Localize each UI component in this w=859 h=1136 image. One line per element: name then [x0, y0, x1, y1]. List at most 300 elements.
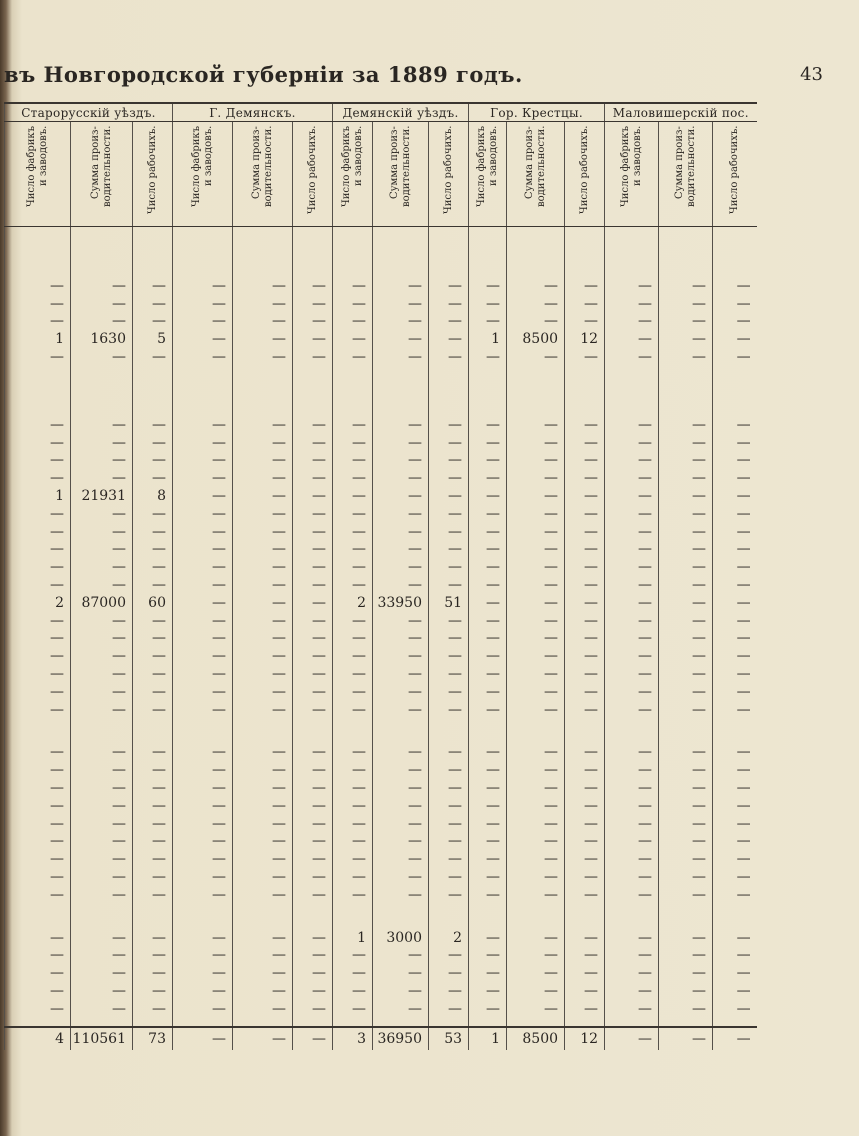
table-cell: —	[133, 452, 173, 470]
table-cell: —	[333, 505, 373, 523]
total-cell: 12	[565, 1027, 605, 1050]
table-cell: —	[373, 797, 429, 815]
table-cell: —	[659, 348, 713, 366]
table-cell: —	[565, 947, 605, 965]
table-cell: —	[5, 277, 71, 295]
workers-count-header	[293, 122, 333, 227]
table-cell: —	[469, 348, 507, 366]
empty-cell	[5, 227, 71, 253]
table-cell: —	[429, 761, 469, 779]
table-cell: —	[429, 541, 469, 559]
table-cell: —	[333, 744, 373, 762]
table-cell: —	[605, 348, 659, 366]
empty-cell	[373, 252, 429, 277]
empty-cell	[429, 904, 469, 929]
table-cell: —	[133, 647, 173, 665]
table-cell: —	[333, 1000, 373, 1018]
table-cell: —	[713, 434, 757, 452]
table-cell: —	[373, 815, 429, 833]
table-cell: —	[233, 576, 293, 594]
table-cell: —	[565, 313, 605, 331]
table-cell: 12	[565, 330, 605, 348]
table-cell: —	[173, 779, 233, 797]
table-cell: —	[565, 348, 605, 366]
column-label: Число рабочихъ.	[578, 126, 590, 215]
empty-cell	[605, 904, 659, 929]
table-cell: —	[659, 295, 713, 313]
table-cell: —	[373, 850, 429, 868]
table-cell: —	[713, 850, 757, 868]
table-cell: —	[429, 434, 469, 452]
table-cell: —	[233, 434, 293, 452]
table-cell: —	[293, 833, 333, 851]
empty-cell	[71, 366, 133, 391]
table-cell: —	[233, 947, 293, 965]
table-cell: —	[233, 868, 293, 886]
table-cell: —	[293, 850, 333, 868]
table-cell: —	[333, 558, 373, 576]
table-cell: —	[605, 612, 659, 630]
empty-cell	[293, 252, 333, 277]
table-cell: —	[713, 505, 757, 523]
empty-cell	[133, 366, 173, 391]
table-cell: —	[173, 330, 233, 348]
table-cell: —	[469, 505, 507, 523]
table-cell: —	[233, 797, 293, 815]
table-cell: —	[565, 797, 605, 815]
table-cell: —	[507, 868, 565, 886]
table-cell: —	[233, 452, 293, 470]
table-cell: —	[5, 630, 71, 648]
empty-cell	[333, 227, 373, 253]
table-cell: —	[333, 815, 373, 833]
table-cell: —	[507, 947, 565, 965]
table-cell: —	[71, 434, 133, 452]
table-cell: —	[429, 612, 469, 630]
table-cell: —	[429, 982, 469, 1000]
table-cell: —	[429, 833, 469, 851]
empty-cell	[713, 1018, 757, 1027]
table-cell: —	[293, 558, 333, 576]
table-cell: —	[565, 594, 605, 612]
table-cell: —	[5, 505, 71, 523]
empty-cell	[5, 719, 71, 744]
table-cell: —	[565, 612, 605, 630]
table-cell: —	[233, 558, 293, 576]
table-cell: —	[565, 982, 605, 1000]
table-cell: —	[233, 541, 293, 559]
table-cell: —	[469, 982, 507, 1000]
table-row	[5, 330, 757, 348]
table-cell: —	[233, 886, 293, 904]
table-cell: —	[5, 612, 71, 630]
table-cell: —	[71, 576, 133, 594]
table-body	[5, 227, 757, 1050]
empty-cell	[71, 252, 133, 277]
table-cell: —	[293, 630, 333, 648]
table-cell: —	[293, 947, 333, 965]
production-sum-header	[233, 122, 293, 227]
table-row	[5, 964, 757, 982]
table-cell: —	[429, 1000, 469, 1018]
table-cell: —	[469, 469, 507, 487]
table-cell: —	[293, 683, 333, 701]
table-cell: —	[293, 295, 333, 313]
table-cell: —	[429, 964, 469, 982]
table-cell: —	[71, 647, 133, 665]
table-row	[5, 416, 757, 434]
table-cell: —	[469, 744, 507, 762]
total-cell: —	[605, 1027, 659, 1050]
table-cell: —	[71, 947, 133, 965]
empty-cell	[233, 227, 293, 253]
table-row	[5, 612, 757, 630]
empty-cell	[5, 252, 71, 277]
table-cell: —	[293, 797, 333, 815]
table-cell: —	[233, 929, 293, 947]
table-cell: —	[429, 523, 469, 541]
empty-cell	[233, 391, 293, 416]
empty-cell	[659, 227, 713, 253]
empty-cell	[429, 719, 469, 744]
table-cell: 1	[5, 330, 71, 348]
table-cell: —	[713, 647, 757, 665]
table-cell: —	[333, 612, 373, 630]
table-cell: —	[565, 701, 605, 719]
table-cell: —	[5, 761, 71, 779]
factories-count-header	[5, 122, 71, 227]
empty-cell	[71, 904, 133, 929]
table-cell: —	[713, 277, 757, 295]
table-cell: —	[133, 416, 173, 434]
table-cell: —	[71, 630, 133, 648]
table-cell: 2	[429, 929, 469, 947]
empty-cell	[373, 366, 429, 391]
empty-cell	[173, 904, 233, 929]
empty-cell	[429, 391, 469, 416]
table-cell: —	[373, 576, 429, 594]
table-cell: —	[333, 868, 373, 886]
empty-cell	[373, 1018, 429, 1027]
table-cell: —	[469, 594, 507, 612]
table-cell: —	[469, 850, 507, 868]
table-cell: —	[373, 558, 429, 576]
table-cell: —	[333, 452, 373, 470]
table-cell: —	[605, 452, 659, 470]
empty-cell	[293, 719, 333, 744]
table-cell: —	[659, 612, 713, 630]
table-row	[5, 295, 757, 313]
table-cell: —	[659, 452, 713, 470]
total-cell: 1	[469, 1027, 507, 1050]
table-cell: —	[71, 277, 133, 295]
table-cell: —	[469, 612, 507, 630]
table-cell: —	[565, 647, 605, 665]
total-cell: —	[713, 1027, 757, 1050]
table-cell: —	[659, 277, 713, 295]
table-cell: —	[507, 576, 565, 594]
table-cell: —	[5, 576, 71, 594]
table-cell: —	[5, 886, 71, 904]
table-cell: —	[713, 815, 757, 833]
table-cell: —	[333, 982, 373, 1000]
table-cell: —	[133, 850, 173, 868]
table-cell: —	[293, 434, 333, 452]
table-cell: —	[293, 505, 333, 523]
table-cell: —	[373, 541, 429, 559]
column-label: Число фабрикъ и заводовъ.	[190, 126, 214, 208]
table-cell: —	[333, 469, 373, 487]
table-cell: —	[233, 505, 293, 523]
empty-cell	[713, 366, 757, 391]
table-cell: —	[373, 647, 429, 665]
column-label: Сумма произ- водительности.	[250, 126, 274, 208]
table-cell: —	[293, 541, 333, 559]
table-cell: —	[713, 594, 757, 612]
table-cell: —	[71, 665, 133, 683]
table-cell: —	[71, 452, 133, 470]
table-cell: —	[71, 612, 133, 630]
table-row	[5, 630, 757, 648]
table-cell: —	[429, 779, 469, 797]
table-cell: —	[333, 416, 373, 434]
table-row	[5, 868, 757, 886]
table-row	[5, 452, 757, 470]
table-cell: —	[373, 295, 429, 313]
table-cell: —	[659, 868, 713, 886]
table-cell: —	[71, 701, 133, 719]
table-cell: —	[233, 833, 293, 851]
table-cell: —	[373, 868, 429, 886]
table-cell: —	[469, 630, 507, 648]
table-cell: —	[173, 434, 233, 452]
table-cell: —	[173, 797, 233, 815]
table-cell: —	[133, 797, 173, 815]
table-cell: 60	[133, 594, 173, 612]
empty-cell	[605, 391, 659, 416]
empty-cell	[233, 252, 293, 277]
table-row	[5, 665, 757, 683]
table-cell: —	[659, 886, 713, 904]
empty-cell	[469, 391, 507, 416]
table-cell: —	[429, 815, 469, 833]
table-cell: —	[469, 701, 507, 719]
table-cell: —	[565, 815, 605, 833]
table-cell: —	[293, 348, 333, 366]
table-cell: —	[71, 929, 133, 947]
table-cell: —	[173, 947, 233, 965]
table-cell: —	[713, 612, 757, 630]
table-cell: —	[659, 982, 713, 1000]
table-cell: —	[565, 868, 605, 886]
table-cell: —	[713, 982, 757, 1000]
empty-cell	[133, 1018, 173, 1027]
table-cell: —	[605, 523, 659, 541]
table-cell: —	[373, 683, 429, 701]
table-row	[5, 541, 757, 559]
table-cell: —	[565, 295, 605, 313]
table-cell: —	[5, 701, 71, 719]
table-cell: —	[469, 313, 507, 331]
empty-cell	[71, 227, 133, 253]
empty-cell	[173, 391, 233, 416]
empty-cell	[173, 252, 233, 277]
table-cell: —	[565, 523, 605, 541]
table-cell: —	[133, 744, 173, 762]
empty-cell	[659, 904, 713, 929]
table-cell: —	[605, 630, 659, 648]
table-cell: —	[373, 330, 429, 348]
empty-cell	[233, 719, 293, 744]
factory-statistics-table	[4, 102, 757, 1050]
table-cell: —	[5, 452, 71, 470]
table-cell: —	[133, 1000, 173, 1018]
table-cell: —	[5, 416, 71, 434]
table-cell: —	[469, 277, 507, 295]
group-header-malovishersky: Маловишерскій пос.	[605, 103, 757, 122]
table-cell: —	[5, 964, 71, 982]
table-cell: —	[293, 330, 333, 348]
table-cell: —	[373, 630, 429, 648]
empty-cell	[173, 227, 233, 253]
table-cell: —	[5, 469, 71, 487]
empty-cell	[605, 252, 659, 277]
table-cell: —	[507, 683, 565, 701]
table-cell: —	[507, 523, 565, 541]
table-cell: —	[373, 505, 429, 523]
table-cell: —	[173, 295, 233, 313]
table-cell: —	[373, 701, 429, 719]
table-cell: —	[713, 487, 757, 505]
table-cell: —	[133, 505, 173, 523]
table-cell: —	[233, 348, 293, 366]
table-cell: —	[565, 452, 605, 470]
table-cell: —	[565, 744, 605, 762]
table-cell: —	[293, 815, 333, 833]
table-cell: —	[133, 779, 173, 797]
table-cell: —	[71, 295, 133, 313]
table-cell: —	[659, 850, 713, 868]
total-cell: 3	[333, 1027, 373, 1050]
production-sum-header	[659, 122, 713, 227]
table-row	[5, 469, 757, 487]
table-cell: —	[333, 833, 373, 851]
table-cell: —	[429, 277, 469, 295]
table-cell: —	[429, 850, 469, 868]
table-cell: —	[333, 761, 373, 779]
table-cell: —	[507, 982, 565, 1000]
empty-cell	[333, 252, 373, 277]
table-cell: —	[333, 630, 373, 648]
empty-cell	[373, 391, 429, 416]
table-cell: —	[565, 541, 605, 559]
table-cell: —	[469, 947, 507, 965]
total-cell: 53	[429, 1027, 469, 1050]
spacer-row	[5, 391, 757, 416]
table-cell: —	[71, 558, 133, 576]
empty-cell	[333, 366, 373, 391]
table-cell: —	[173, 964, 233, 982]
table-cell: —	[5, 815, 71, 833]
table-cell: —	[173, 612, 233, 630]
table-cell: —	[5, 779, 71, 797]
table-cell: —	[293, 886, 333, 904]
table-cell: —	[293, 277, 333, 295]
table-cell: —	[133, 348, 173, 366]
table-cell: —	[5, 295, 71, 313]
empty-cell	[605, 366, 659, 391]
table-cell: —	[469, 541, 507, 559]
table-cell: 2	[5, 594, 71, 612]
table-cell: —	[605, 982, 659, 1000]
table-cell: —	[133, 612, 173, 630]
table-cell: —	[565, 964, 605, 982]
column-label: Число фабрикъ и заводовъ.	[619, 126, 643, 208]
table-cell: —	[71, 833, 133, 851]
empty-cell	[373, 227, 429, 253]
table-cell: —	[373, 779, 429, 797]
table-cell: —	[659, 541, 713, 559]
table-cell: —	[293, 313, 333, 331]
empty-cell	[659, 391, 713, 416]
table-cell: —	[173, 452, 233, 470]
table-cell: —	[429, 797, 469, 815]
workers-count-header	[713, 122, 757, 227]
table-cell: —	[333, 701, 373, 719]
table-cell: —	[373, 434, 429, 452]
table-cell: —	[173, 665, 233, 683]
table-cell: —	[429, 416, 469, 434]
table-cell: —	[507, 541, 565, 559]
table-cell: —	[5, 665, 71, 683]
table-cell: —	[469, 797, 507, 815]
table-cell: 87000	[71, 594, 133, 612]
table-cell: —	[5, 797, 71, 815]
empty-cell	[173, 719, 233, 744]
table-cell: —	[507, 348, 565, 366]
table-cell: 51	[429, 594, 469, 612]
table-cell: —	[5, 647, 71, 665]
table-cell: —	[333, 665, 373, 683]
table-cell: —	[659, 929, 713, 947]
total-cell: 110561	[71, 1027, 133, 1050]
table-cell: —	[507, 1000, 565, 1018]
table-cell: —	[133, 833, 173, 851]
table-cell: —	[605, 868, 659, 886]
table-cell: —	[659, 505, 713, 523]
empty-cell	[173, 366, 233, 391]
table-cell: —	[71, 541, 133, 559]
empty-cell	[713, 391, 757, 416]
table-cell: —	[5, 541, 71, 559]
empty-cell	[565, 366, 605, 391]
table-cell: —	[233, 330, 293, 348]
table-cell: —	[713, 683, 757, 701]
table-cell: —	[133, 761, 173, 779]
table-cell: —	[173, 541, 233, 559]
table-cell: —	[293, 647, 333, 665]
table-cell: —	[133, 434, 173, 452]
table-cell: —	[133, 558, 173, 576]
table-cell: —	[5, 683, 71, 701]
column-label: Число рабочихъ.	[442, 126, 454, 215]
table-row	[5, 850, 757, 868]
workers-count-header	[429, 122, 469, 227]
table-cell: —	[429, 886, 469, 904]
table-cell: —	[133, 815, 173, 833]
empty-cell	[507, 366, 565, 391]
table-cell: —	[565, 929, 605, 947]
